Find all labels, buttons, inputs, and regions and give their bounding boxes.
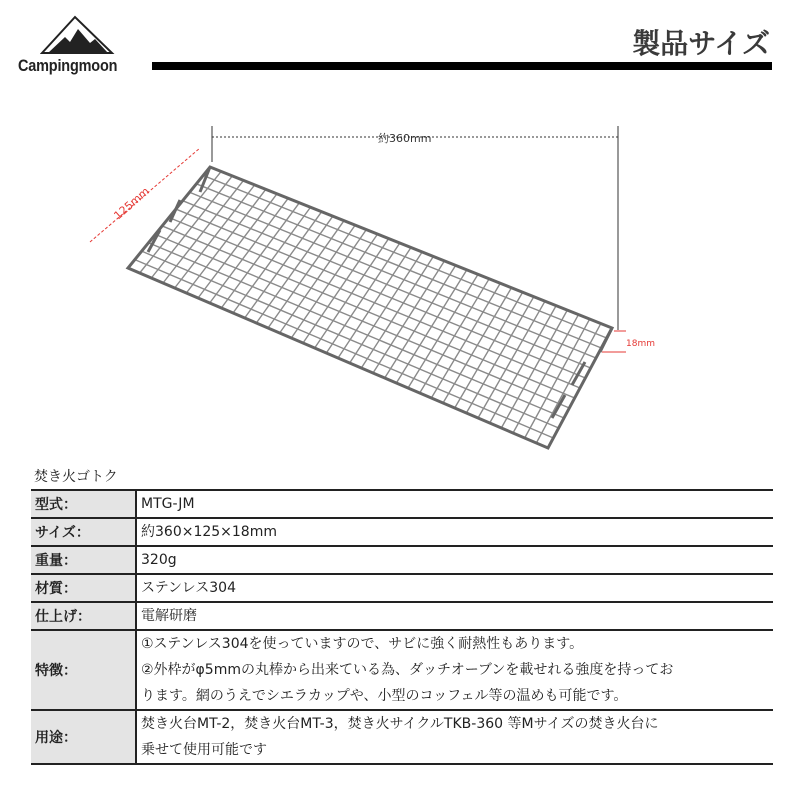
spec-label: 用途： <box>31 710 136 764</box>
spec-value-line: ステンレス304 <box>141 580 236 596</box>
spec-label: 重量： <box>31 546 136 574</box>
spec-row <box>31 710 773 764</box>
grid-wire <box>149 243 565 418</box>
header-rule <box>152 62 772 70</box>
spec-value <box>136 490 773 518</box>
spec-row <box>31 490 773 518</box>
spec-table <box>31 489 773 765</box>
width-dimension: 約360mm <box>378 132 432 145</box>
page-title: 製品サイズ <box>632 27 770 60</box>
height-dimension: 18mm <box>626 339 655 349</box>
spec-row <box>31 602 773 630</box>
spec-value <box>136 518 773 546</box>
spec-value <box>136 546 773 574</box>
spec-value-line: 約360×125×18mm <box>141 524 277 540</box>
grid-wire <box>135 260 554 438</box>
spec-value <box>136 602 773 630</box>
grid-wire <box>142 251 559 428</box>
brand-logo: Campingmoon <box>18 56 118 75</box>
spec-value-line: 電解研磨 <box>141 608 197 624</box>
spec-value-line: 乗せて使用可能です <box>141 742 267 758</box>
spec-value-line: ①ステンレス304を使っていますので、サビに強く耐熱性もあります。 <box>141 636 584 652</box>
spec-label: 型式： <box>31 490 136 518</box>
spec-label: 仕上げ： <box>31 602 136 630</box>
outer-frame <box>128 167 612 448</box>
spec-value-line: ②外枠がφ5mmの丸棒から出来ている為、ダッチオーブンを載せれる強度を持ってお <box>141 662 674 678</box>
spec-label: サイズ： <box>31 518 136 546</box>
product-drawing <box>0 100 800 460</box>
spec-row <box>31 630 773 710</box>
spec-row <box>31 574 773 602</box>
spec-value-line: MTG-JM <box>141 496 195 512</box>
spec-row <box>31 546 773 574</box>
spec-value-line: 焚き火台MT-2，焚き火台MT-3，焚き火サイクルTKB-360 等Mサイズの焚き火台に <box>141 716 659 732</box>
spec-value-line: ります。網のうえでシエラカップや、小型のコッフェル等の温めも可能です。 <box>141 688 628 704</box>
grid-wire <box>190 192 597 358</box>
spec-label: 特徴： <box>31 630 136 710</box>
spec-value <box>136 710 773 764</box>
spec-value <box>136 574 773 602</box>
spec-label: 材質： <box>31 574 136 602</box>
depth-dimension: 125mm <box>111 184 152 223</box>
spec-value-line: 320g <box>141 552 177 568</box>
spec-value <box>136 630 773 710</box>
spec-row <box>31 518 773 546</box>
product-name: 焚き火ゴトク <box>34 469 118 485</box>
